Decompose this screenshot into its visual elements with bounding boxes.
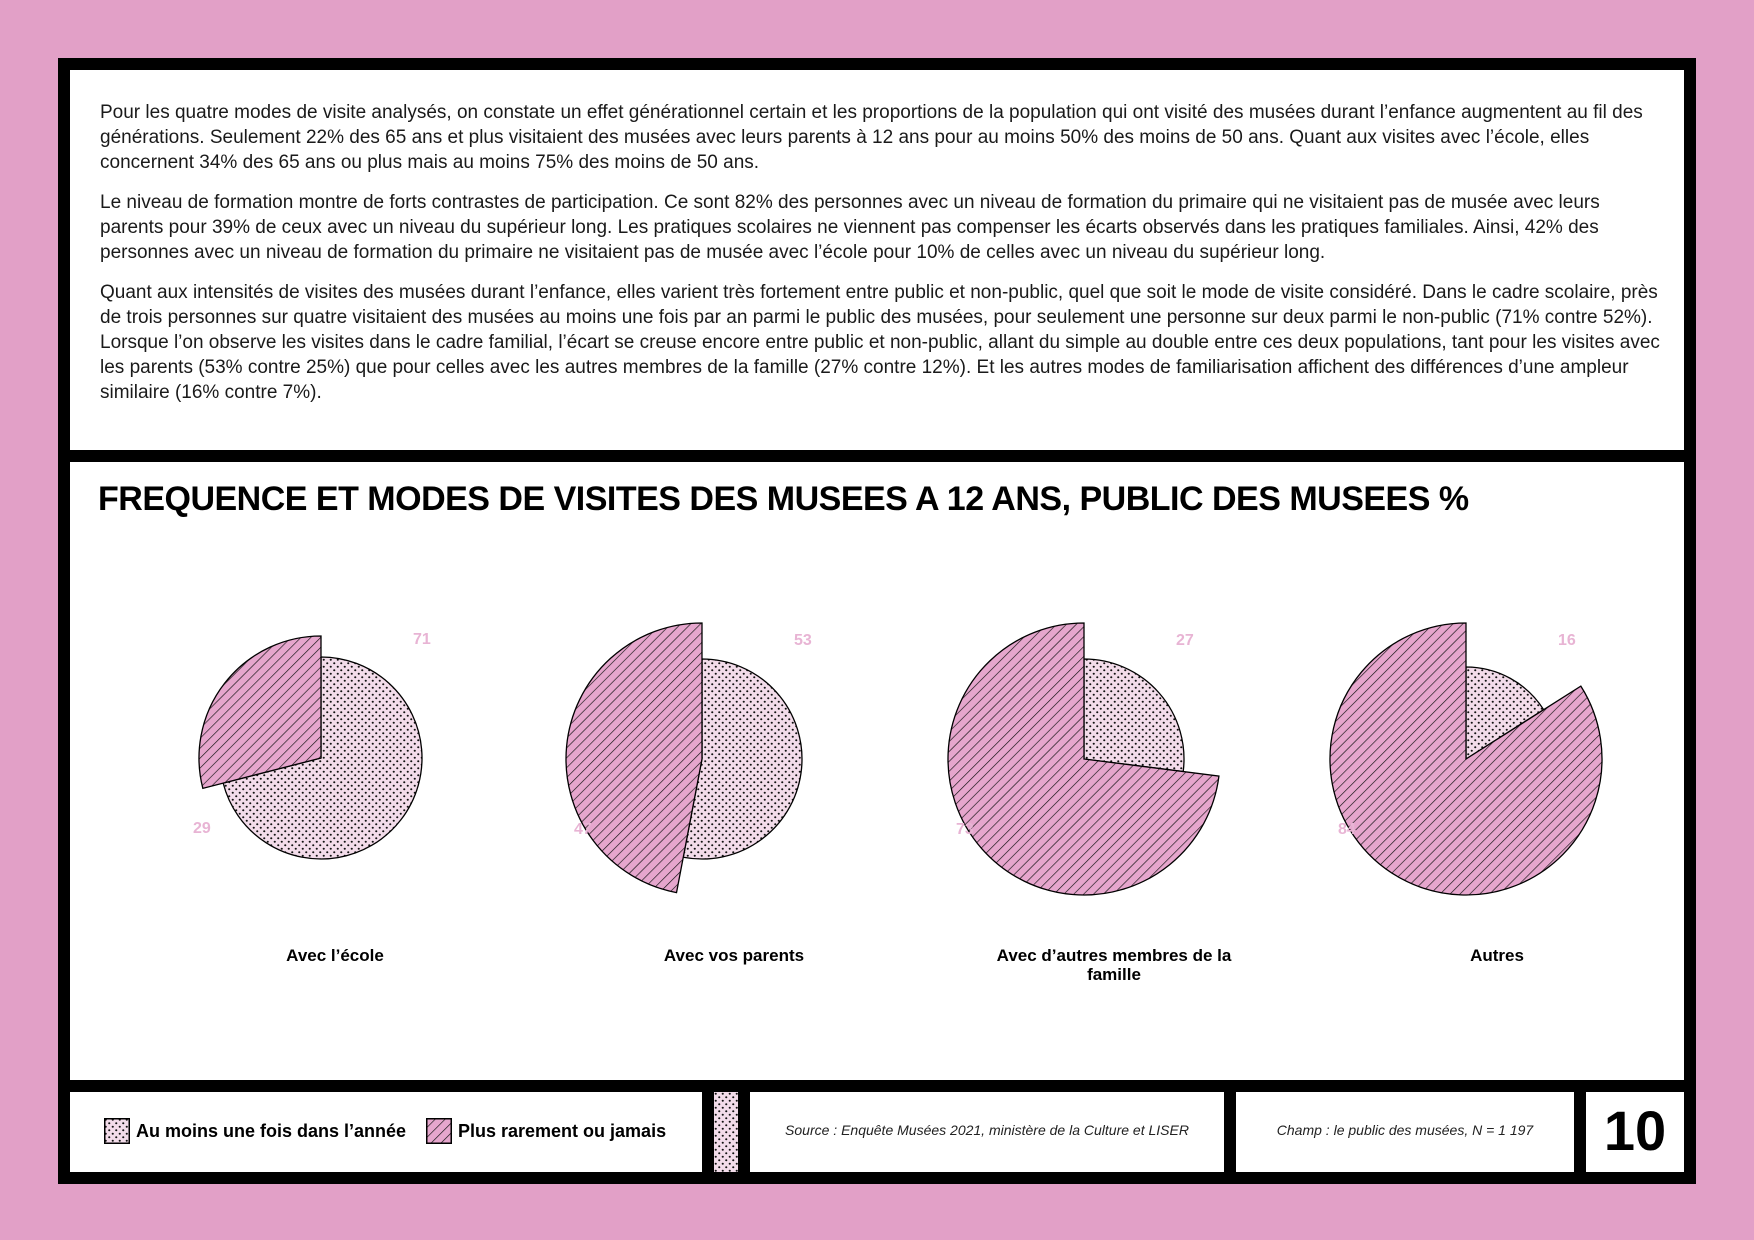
strip-pattern: [714, 1092, 738, 1172]
body-text: [100, 100, 1660, 420]
legend-label-hatched: Plus rarement ou jamais: [458, 1120, 667, 1141]
pie-caption-1: Avec l’école: [286, 946, 384, 965]
text-panel: [70, 70, 1684, 450]
source-text: Source : Enquête Musées 2021, ministère de la Culture et LISER: [785, 1122, 1189, 1138]
champ-text: Champ : le public des musées, N = 1 197: [1276, 1122, 1534, 1138]
pie-charts: [70, 462, 1684, 1080]
dotted-strip: [714, 1092, 738, 1172]
pie-4-label-frequent: 16: [1558, 632, 1576, 649]
dotted-swatch: [104, 1118, 130, 1144]
pie-caption-2: Avec vos parents: [663, 946, 805, 965]
pie-caption-3: Avec d’autres membres de la famille: [996, 946, 1232, 984]
pie-3-label-frequent: 27: [1176, 632, 1194, 649]
pie-caption-4: Autres: [1470, 946, 1524, 965]
pie-2-label-frequent: 53: [794, 632, 812, 649]
chart-panel: [70, 462, 1684, 1080]
pie-1-label-frequent: 71: [413, 631, 431, 648]
pie-1-label-rare: 29: [193, 820, 211, 837]
legend-label-dotted: Au moins une fois dans l’année: [136, 1120, 407, 1141]
page-number: 10: [1603, 1099, 1667, 1162]
source-box: [750, 1092, 1224, 1172]
paragraph-3: Quant aux intensités de visites des musées durant l’enfance, elles varient très fortement entre public et non-public, quel que soit le mode de visite considéré. Dans le cadre scolaire, près de trois personnes sur quatre visitaient des musées au moins une fois par an parmi le public des musées, pour seulement une personne sur deux parmi le non-public (71% contre 52%). Lorsque l’on observe les visites dans le cadre familial, l’écart se creuse encore entre public et non-public, allant du simple au double entre ces deux populations, tant pour les visites avec les parents (53% contre 25%) que pour celles avec les autres membres de la famille (27% contre 12%). Et les autres modes de familiarisation affichent des différences d’une ampleur similaire (16% contre 7%).: [100, 282, 1660, 403]
paragraph-2: Le niveau de formation montre de forts contrastes de participation. Ce sont 82% des personnes avec un niveau de formation du primaire qui ne visitaient pas de musée avec leurs parents pour 39% de ceux avec un niveau du supérieur long. Les pratiques scolaires ne viennent pas compenser les écarts observés dans les pratiques familiales. Ainsi, 42% des personnes avec un niveau de formation du primaire ne visitaient pas de musée avec l’école pour 10% de celles avec un niveau du supérieur long.: [100, 192, 1600, 263]
pie-4-slice-rare: [1330, 623, 1602, 895]
legend-item-hatched: [426, 1118, 666, 1144]
page-frame: [58, 58, 1696, 1184]
pie-3-slice-frequent: [1084, 659, 1184, 772]
pie-4-label-rare: 84: [1338, 821, 1356, 838]
paragraph-1: Pour les quatre modes de visite analysés, on constate un effet générationnel certain et les proportions de la population qui ont visité des musées durant l’enfance augmentent au fil des générations. Seulement 22% des 65 ans et plus visitaient des musées avec leurs parents à 12 ans pour au moins 50% des moins de 50 ans. Quant aux visites avec l’école, elles concernent 34% des 65 ans ou plus mais au moins 75% des moins de 50 ans.: [100, 102, 1643, 173]
champ-box: [1236, 1092, 1574, 1172]
pie-3-label-rare: 73: [956, 821, 974, 838]
page-number-box: [1586, 1092, 1684, 1172]
pie-2-slice-rare: [566, 623, 702, 893]
pie-2-label-rare: 47: [574, 821, 592, 838]
chart-title: FREQUENCE ET MODES DE VISITES DES MUSEES A 12 ANS, PUBLIC DES MUSEES %: [98, 480, 1469, 518]
legend: [70, 1092, 702, 1172]
hatched-swatch: [426, 1118, 452, 1144]
legend-item-dotted: [104, 1118, 406, 1144]
